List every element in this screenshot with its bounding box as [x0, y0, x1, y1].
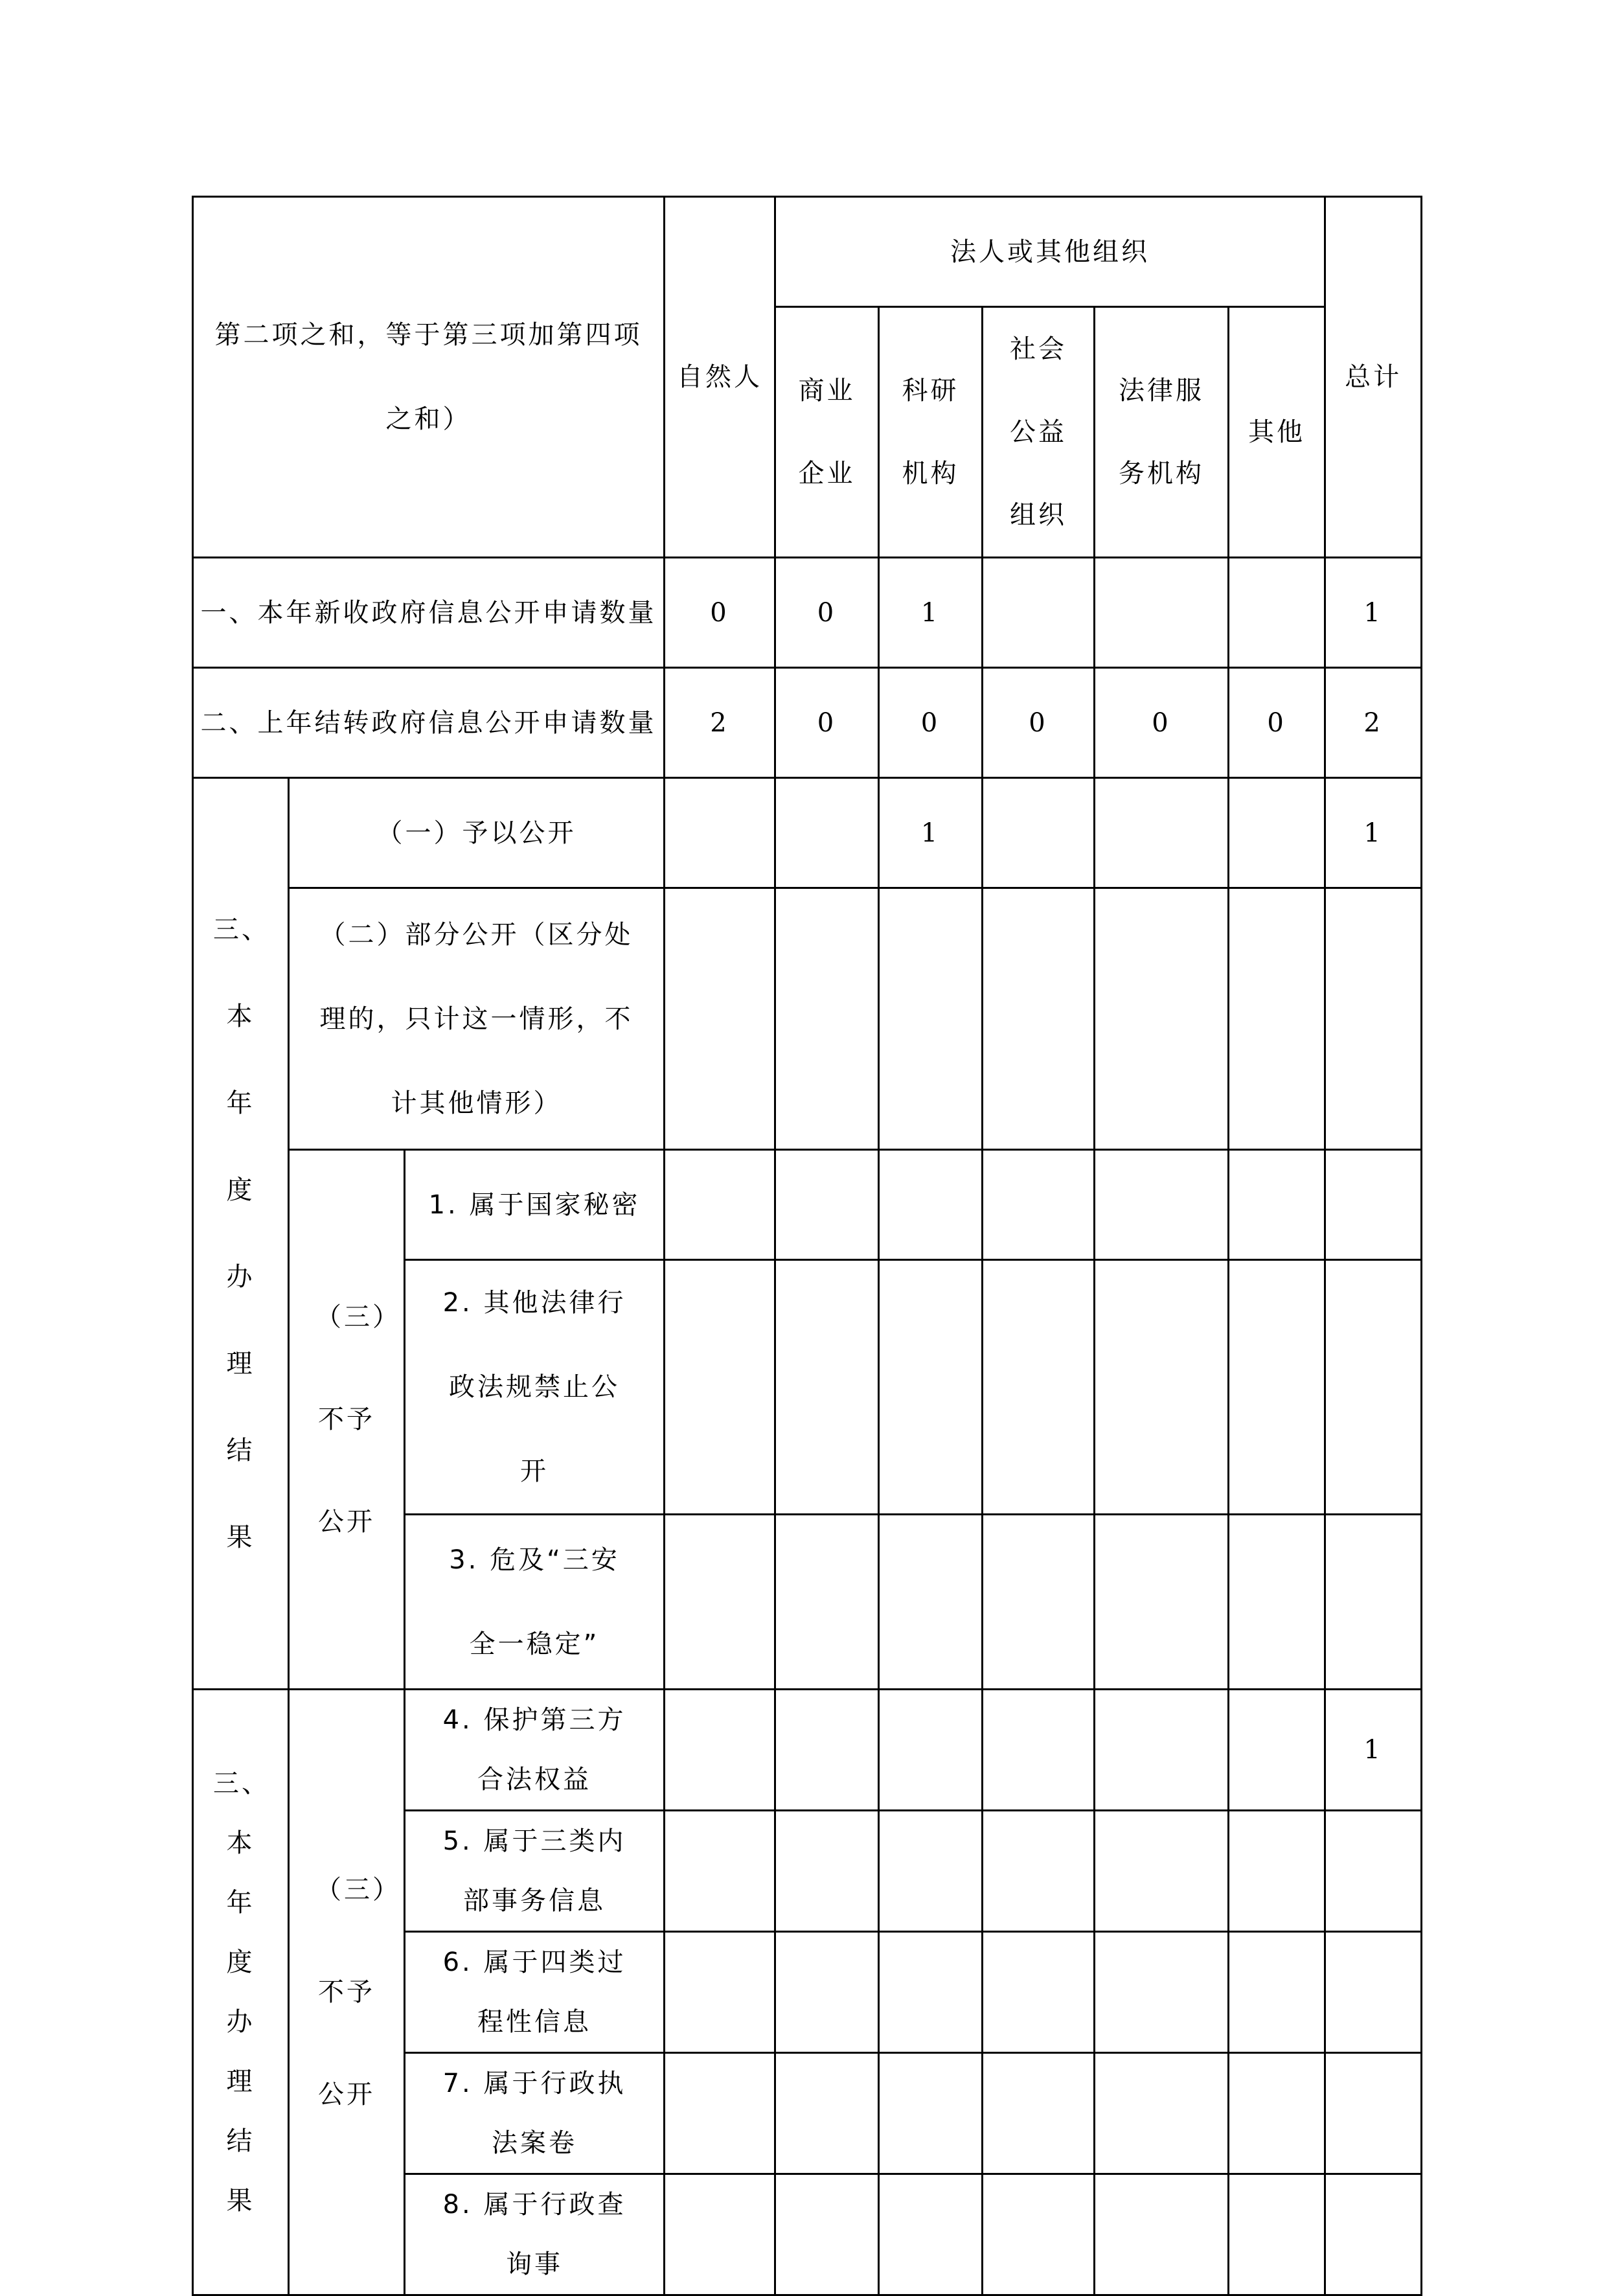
item-label: 3. 危及“三安全一稳定” — [405, 1515, 665, 1690]
empty-cell — [775, 1690, 879, 1811]
cell-value: 1 — [879, 558, 983, 668]
sub2-label: （二）部分公开（区分处理的，只计这一情形，不计其他情形） — [289, 888, 665, 1150]
cell-value — [1095, 558, 1229, 668]
header-col-business: 商业企业 — [775, 307, 879, 558]
item-label: 8. 属于行政查询事 — [405, 2174, 665, 2295]
empty-cell — [775, 1260, 879, 1515]
empty-cell — [879, 888, 983, 1150]
empty-cell — [1229, 1260, 1325, 1515]
cell-value — [983, 558, 1095, 668]
row-new-applications-label: 一、本年新收政府信息公开申请数量 — [193, 558, 665, 668]
empty-cell — [983, 1260, 1095, 1515]
empty-cell — [665, 1150, 775, 1260]
empty-cell — [879, 1150, 983, 1260]
header-org-group: 法人或其他组织 — [775, 197, 1325, 307]
empty-cell — [879, 1932, 983, 2053]
sub3-label-repeat: （三）不予公开 — [289, 1690, 405, 2295]
statistics-table — [192, 196, 1422, 2296]
empty-cell — [665, 1690, 775, 1811]
empty-cell — [775, 888, 879, 1150]
empty-cell — [983, 1811, 1095, 1932]
empty-cell — [1229, 1515, 1325, 1690]
empty-cell — [983, 888, 1095, 1150]
empty-cell — [775, 2053, 879, 2174]
empty-cell — [879, 1811, 983, 1932]
empty-cell — [983, 2053, 1095, 2174]
empty-cell — [1095, 888, 1229, 1150]
empty-cell — [879, 2053, 983, 2174]
cell-total: 1 — [1325, 1690, 1422, 1811]
cell-total: 2 — [1325, 668, 1422, 778]
empty-cell — [983, 1150, 1095, 1260]
empty-cell — [879, 2174, 983, 2295]
item-label: 4. 保护第三方合法权益 — [405, 1690, 665, 1811]
cell-total — [1325, 1932, 1422, 2053]
empty-cell — [983, 1515, 1095, 1690]
empty-cell — [983, 2174, 1095, 2295]
cell-value: 0 — [879, 668, 983, 778]
cell-total — [1325, 1515, 1422, 1690]
header-description-text: 第二项之和，等于第三项加第四项之和） — [214, 320, 643, 434]
cell-value: 0 — [665, 558, 775, 668]
empty-cell — [665, 2174, 775, 2295]
empty-cell — [1095, 2053, 1229, 2174]
empty-cell — [665, 1811, 775, 1932]
empty-cell — [1229, 1690, 1325, 1811]
cell-value: 1 — [879, 778, 983, 888]
cell-total — [1325, 1150, 1422, 1260]
empty-cell — [1229, 888, 1325, 1150]
empty-cell — [1095, 2174, 1229, 2295]
empty-cell — [1229, 2053, 1325, 2174]
section3-label-repeat: 三、本年度办理结果 — [193, 1690, 289, 2295]
cell-value: 0 — [775, 558, 879, 668]
cell-value — [1229, 558, 1325, 668]
header-col-public-welfare: 社会公益组织 — [983, 307, 1095, 558]
empty-cell — [1229, 2174, 1325, 2295]
cell-value — [983, 778, 1095, 888]
empty-cell — [775, 1932, 879, 2053]
empty-cell — [1229, 1811, 1325, 1932]
empty-cell — [1229, 1932, 1325, 2053]
cell-value — [1229, 778, 1325, 888]
item-label: 2. 其他法律行政法规禁止公开 — [405, 1260, 665, 1515]
empty-cell — [1095, 1690, 1229, 1811]
empty-cell — [665, 1260, 775, 1515]
empty-cell — [665, 1515, 775, 1690]
item-label: 5. 属于三类内部事务信息 — [405, 1811, 665, 1932]
cell-value: 2 — [665, 668, 775, 778]
row-carryover-label: 二、上年结转政府信息公开申请数量 — [193, 668, 665, 778]
header-col-legal-service: 法律服务机构 — [1095, 307, 1229, 558]
cell-value: 0 — [1095, 668, 1229, 778]
header-col-research: 科研机构 — [879, 307, 983, 558]
header-col-other: 其他 — [1229, 307, 1325, 558]
sub1-label: （一）予以公开 — [289, 778, 665, 888]
empty-cell — [665, 1932, 775, 2053]
empty-cell — [775, 1811, 879, 1932]
cell-total: 1 — [1325, 558, 1422, 668]
empty-cell — [775, 1515, 879, 1690]
cell-total — [1325, 1811, 1422, 1932]
cell-value — [1095, 778, 1229, 888]
header-total: 总计 — [1325, 197, 1422, 558]
header-description — [193, 197, 665, 558]
empty-cell — [879, 1260, 983, 1515]
cell-value — [665, 778, 775, 888]
cell-total — [1325, 1260, 1422, 1515]
empty-cell — [665, 2053, 775, 2174]
empty-cell — [1095, 1811, 1229, 1932]
cell-value — [775, 778, 879, 888]
empty-cell — [775, 2174, 879, 2295]
cell-total — [1325, 2053, 1422, 2174]
item-label: 7. 属于行政执法案卷 — [405, 2053, 665, 2174]
sub3-label: （三）不予公开 — [289, 1150, 405, 1690]
empty-cell — [1229, 1150, 1325, 1260]
empty-cell — [665, 888, 775, 1150]
item-label: 1. 属于国家秘密 — [405, 1150, 665, 1260]
empty-cell — [1095, 1260, 1229, 1515]
cell-value: 0 — [775, 668, 879, 778]
empty-cell — [1095, 1932, 1229, 2053]
empty-cell — [983, 1690, 1095, 1811]
empty-cell — [1325, 888, 1422, 1150]
cell-total — [1325, 2174, 1422, 2295]
empty-cell — [879, 1690, 983, 1811]
empty-cell — [983, 1932, 1095, 2053]
section3-label: 三、本年度办理结果 — [193, 778, 289, 1690]
item-label: 6. 属于四类过程性信息 — [405, 1932, 665, 2053]
cell-value: 0 — [1229, 668, 1325, 778]
empty-cell — [879, 1515, 983, 1690]
cell-value: 0 — [983, 668, 1095, 778]
empty-cell — [1095, 1515, 1229, 1690]
empty-cell — [775, 1150, 879, 1260]
empty-cell — [1095, 1150, 1229, 1260]
header-natural-person: 自然人 — [665, 197, 775, 558]
cell-total: 1 — [1325, 778, 1422, 888]
